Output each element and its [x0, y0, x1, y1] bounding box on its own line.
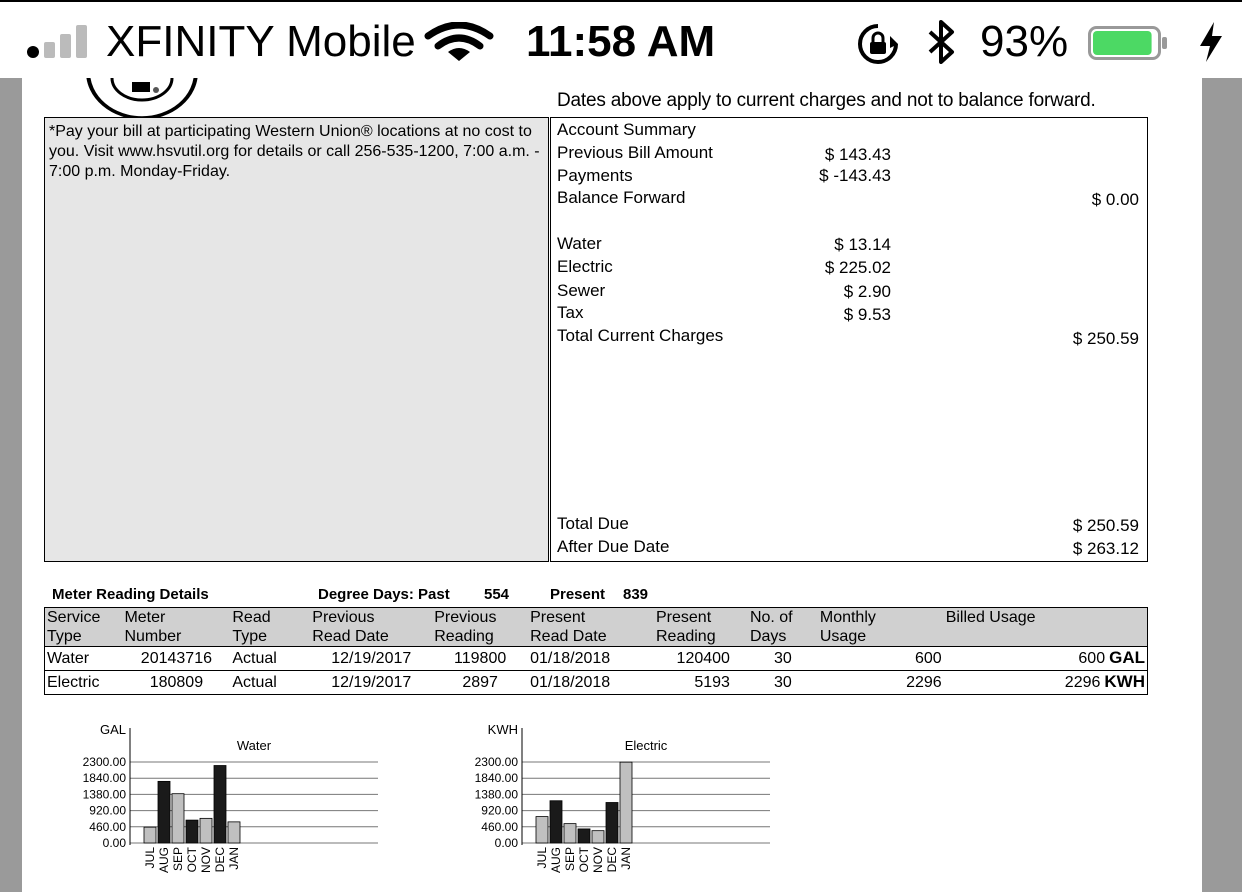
- wifi-icon: [424, 22, 494, 62]
- col-no-of-days: No. of Days: [748, 608, 818, 647]
- water-ytick-label: 0.00: [102, 836, 126, 850]
- water-usage-chart-svg: [30, 718, 400, 888]
- water-xtick-label: AUG: [157, 847, 171, 874]
- charge-amount-sewer: $ 2.90: [843, 282, 891, 301]
- utility-logo-icon: [82, 78, 202, 118]
- electric-ytick-label: 0.00: [494, 836, 518, 850]
- charge-amount-electric: $ 225.02: [824, 258, 891, 277]
- electric-xtick-label: DEC: [605, 847, 619, 873]
- degree-days-present-label: Present: [550, 586, 606, 603]
- col-read-type: Read Type: [230, 608, 310, 647]
- total-due-amount: $ 250.59: [1072, 516, 1139, 535]
- bluetooth-icon: [926, 20, 956, 64]
- battery-percent: 93%: [980, 17, 1069, 66]
- water-bar-dec: [214, 766, 226, 843]
- electric-bar-jan: [620, 762, 632, 843]
- charge-label-sewer: Sewer: [557, 281, 606, 300]
- electric-bar-jul: [536, 817, 548, 843]
- electric-usage-chart-svg: [422, 718, 792, 888]
- payments-amount: $ -143.43: [819, 166, 891, 185]
- after-due-label: After Due Date: [557, 537, 670, 556]
- col-billed-usage: Billed Usage: [944, 608, 1148, 647]
- col-monthly-usage: Monthly Usage: [818, 608, 944, 647]
- table-header-row: [45, 608, 1148, 647]
- water-xtick-label: SEP: [171, 847, 185, 872]
- previous-bill-label: Previous Bill Amount: [557, 143, 713, 162]
- water-xtick-label: NOV: [199, 847, 213, 874]
- electric-xtick-label: NOV: [591, 847, 605, 874]
- dates-note: Dates above apply to current charges and not to balance forward.: [557, 90, 1096, 111]
- water-xtick-label: OCT: [185, 847, 199, 873]
- meter-details-title: Meter Reading Details: [52, 586, 209, 603]
- previous-bill-amount: $ 143.43: [824, 145, 891, 164]
- account-summary-title: Account Summary: [557, 120, 696, 139]
- signal-icon: [26, 24, 96, 60]
- water-bar-jul: [144, 827, 156, 843]
- electric-xtick-label: SEP: [563, 847, 577, 872]
- degree-days-label: Degree Days: Past: [318, 586, 450, 603]
- payment-info-note: *Pay your bill at participating Western Union® locations at no cost to you. Visit www.hsvutil.org for details or call 256-535-1200, 7:00 a.m. - 7:00 p.m. Monday-Friday.: [49, 123, 540, 180]
- electric-xtick-label: JAN: [619, 847, 633, 870]
- electric-ytick-label: 920.00: [481, 803, 518, 818]
- water-chart-title: Water: [236, 738, 272, 753]
- charge-label-electric: Electric: [557, 257, 613, 276]
- water-bar-nov: [200, 818, 212, 843]
- charge-label-tax: Tax: [557, 303, 584, 322]
- balance-forward-label: Balance Forward: [557, 188, 686, 207]
- water-bar-aug: [158, 781, 170, 843]
- table-row: Water 20143716 Actual 12/19/2017 119800 01/18/2018 120400 30 600 600 GAL: [45, 647, 1148, 671]
- electric-xtick-label: AUG: [549, 847, 563, 874]
- col-meter-number: Meter Number: [122, 608, 230, 647]
- degree-days-present: 839: [623, 586, 649, 603]
- status-bar: [0, 0, 1242, 78]
- water-bar-jan: [228, 822, 240, 843]
- electric-bar-oct: [578, 829, 590, 843]
- charge-amount-tax: $ 9.53: [843, 305, 891, 324]
- clock-time: 11:58 AM: [526, 17, 716, 66]
- total-current-label: Total Current Charges: [557, 326, 724, 345]
- table-row: Electric 180809 Actual 12/19/2017 2897 01/18/2018 5193 30 2296 2296 KWH: [45, 671, 1148, 695]
- electric-ylabel: KWH: [487, 722, 518, 737]
- electric-ytick-label: 460.00: [481, 819, 518, 834]
- meter-reading-table: [44, 607, 1148, 695]
- bill-page: [22, 78, 1202, 892]
- col-service-type: Service Type: [45, 608, 123, 647]
- degree-days-past: 554: [484, 586, 510, 603]
- total-due-label: Total Due: [557, 514, 629, 533]
- water-xtick-label: DEC: [213, 847, 227, 873]
- electric-bar-dec: [606, 803, 618, 844]
- electric-bar-sep: [564, 824, 576, 843]
- electric-bar-nov: [592, 831, 604, 843]
- rotation-lock-icon: [856, 22, 900, 66]
- charging-bolt-icon: [1196, 20, 1226, 64]
- electric-bar-aug: [550, 801, 562, 843]
- payment-info-box: [44, 117, 549, 562]
- electric-ytick-label: 1840.00: [474, 771, 518, 786]
- electric-ytick-label: 2300.00: [474, 755, 518, 769]
- water-ytick-label: 2300.00: [82, 755, 126, 769]
- water-ytick-label: 460.00: [89, 819, 126, 834]
- payments-label: Payments: [557, 166, 633, 185]
- charge-label-water: Water: [557, 234, 602, 253]
- carrier-name: XFINITY Mobile: [106, 17, 416, 66]
- total-current-amount: $ 250.59: [1072, 329, 1139, 348]
- water-ytick-label: 1840.00: [82, 771, 126, 786]
- water-usage-chart: [30, 718, 400, 888]
- col-present-read-date: Present Read Date: [528, 608, 654, 647]
- electric-xtick-label: JUL: [535, 847, 549, 869]
- water-xtick-label: JUL: [143, 847, 157, 869]
- col-previous-reading: Previous Reading: [432, 608, 528, 647]
- electric-xtick-label: OCT: [577, 847, 591, 873]
- col-previous-read-date: Previous Read Date: [310, 608, 432, 647]
- account-summary-box: [550, 117, 1148, 562]
- after-due-amount: $ 263.12: [1072, 539, 1139, 558]
- electric-chart-title: Electric: [624, 738, 668, 753]
- water-ylabel: GAL: [99, 722, 126, 737]
- water-bar-sep: [172, 794, 184, 843]
- water-xtick-label: JAN: [227, 847, 241, 870]
- battery-icon: [1088, 26, 1168, 60]
- charge-amount-water: $ 13.14: [834, 235, 891, 254]
- water-bar-oct: [186, 820, 198, 843]
- balance-forward-amount: $ 0.00: [1091, 190, 1139, 209]
- water-ytick-label: 920.00: [89, 803, 126, 818]
- water-ytick-label: 1380.00: [82, 787, 126, 802]
- col-present-reading: Present Reading: [654, 608, 748, 647]
- electric-usage-chart: [422, 718, 792, 888]
- electric-ytick-label: 1380.00: [474, 787, 518, 802]
